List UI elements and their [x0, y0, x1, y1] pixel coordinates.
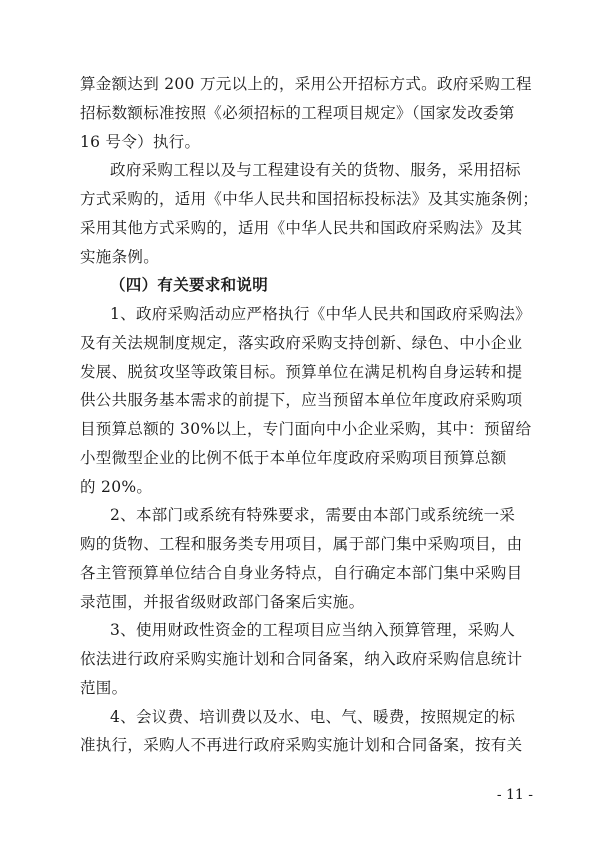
- text-line: 方式采购的，适用《中华人民共和国招标投标法》及其实施条例；: [80, 190, 539, 208]
- text-line: 范围。: [80, 678, 128, 697]
- text-line: 目预算总额的 30%以上，专门面向中小企业采购，其中：预留给: [80, 420, 532, 438]
- text-line: 录范围，并报省级财政部门备案后实施。: [80, 592, 365, 611]
- text-line: 招标数额标准按照《必须招标的工程项目规定》（国家发改委第: [80, 103, 515, 122]
- text-line: 算金额达到 200 万元以上的，采用公开招标方式。政府采购工程: [80, 75, 532, 93]
- text-line: 购的货物、工程和服务类专用项目，属于部门集中采购项目，由: [80, 535, 523, 553]
- text-line: 采用其他方式采购的，适用《中华人民共和国政府采购法》及其: [80, 218, 523, 237]
- text-line: 及有关法规制度规定，落实政府采购支持创新、绿色、中小企业: [80, 333, 523, 352]
- text-line: 3、使用财政性资金的工程项目应当纳入预算管理，采购人: [110, 621, 516, 640]
- text-line: 供公共服务基本需求的前提下，应当预留本单位年度政府采购项: [80, 391, 523, 410]
- text-line: 1、政府采购活动应严格执行《中华人民共和国政府采购法》: [110, 305, 531, 323]
- text-line: 16 号令）执行。: [80, 132, 201, 151]
- text-line: 各主管预算单位结合自身业务特点，自行确定本部门集中采购目: [80, 563, 523, 582]
- text-line: 准执行，采购人不再进行政府采购实施计划和合同备案，按有关: [80, 736, 523, 755]
- text-line: 依法进行政府采购实施计划和合同备案，纳入政府采购信息统计: [80, 650, 523, 668]
- page-number: - 11 -: [496, 787, 533, 803]
- text-line: 政府采购工程以及与工程建设有关的货物、服务，采用招标: [110, 161, 521, 180]
- document-page: [80, 70, 538, 760]
- section-heading: （四）有关要求和说明: [110, 275, 269, 295]
- text-line: 4、会议费、培训费以及水、电、气、暖费，按照规定的标: [110, 707, 516, 726]
- text-line: 小型微型企业的比例不低于本单位年度政府采购项目预算总额: [80, 448, 507, 467]
- text-line: 2、本部门或系统有特殊要求，需要由本部门或系统统一采: [110, 506, 516, 525]
- text-line: 发展、脱贫攻坚等政策目标。预算单位在满足机构自身运转和提: [80, 362, 523, 381]
- text-line: 实施条例。: [80, 247, 160, 266]
- text-line: 的 20%。: [80, 477, 153, 496]
